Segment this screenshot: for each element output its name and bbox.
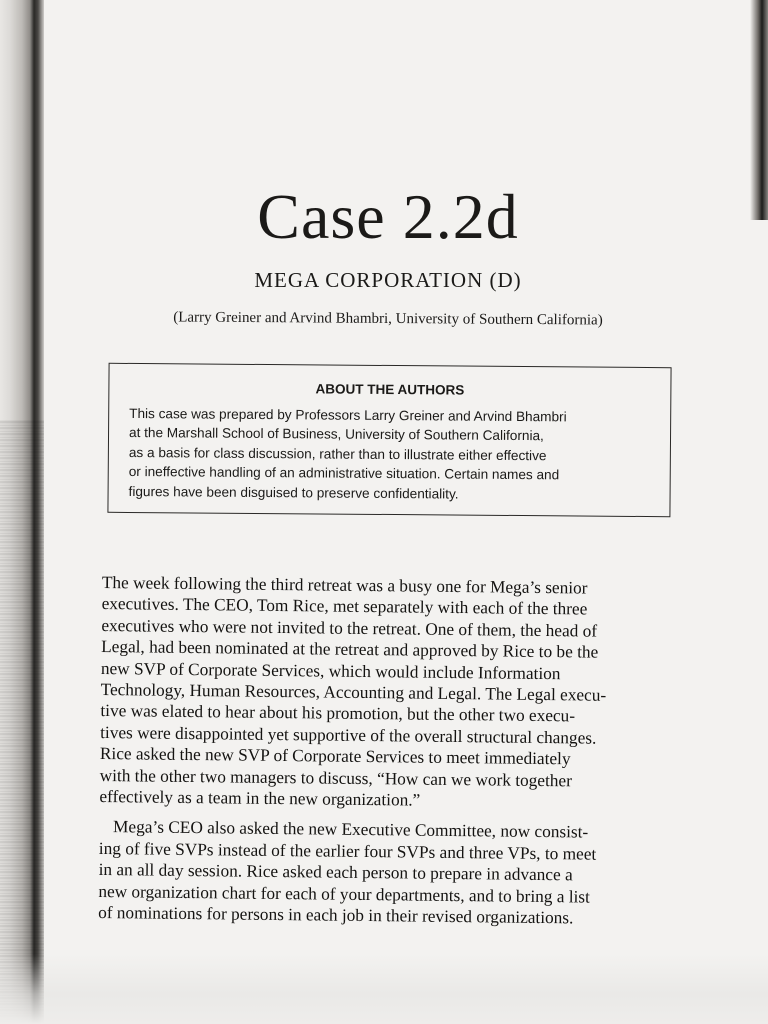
about-authors-text: [129, 404, 655, 505]
text-line: Rice asked the new SVP of Corporate Services to meet immediately: [99, 744, 571, 769]
text-line: effectively as a team in the new organization.”: [99, 787, 421, 810]
page-bottom-shadow: [0, 954, 768, 1024]
authors-line: (Larry Greiner and Arvind Bhambri, University of Southern California): [173, 309, 603, 329]
text-line: ing of five SVPs instead of the earlier four SVPs and three VPs, to meet: [98, 838, 597, 864]
text-line: of nominations for persons in each job in their revised organizations.: [98, 903, 574, 928]
text-line: Mega’s CEO also asked the new Executive Committee, now consist-: [112, 817, 589, 843]
about-line: figures have been disguised to preserve confidentiality.: [128, 483, 459, 502]
paragraph-1: [99, 572, 692, 814]
about-authors-heading: ABOUT THE AUTHORS: [315, 381, 465, 398]
case-title: Case 2.2d: [257, 181, 519, 252]
text-line: executives who were not invited to the retreat. One of them, the head of: [101, 615, 598, 641]
about-line: as a basis for class discussion, rather than to illustrate either effective: [128, 444, 547, 464]
text-line: The week following the third retreat was a busy one for Mega’s senior: [101, 572, 588, 598]
text-line: Technology, Human Resources, Accounting and Legal. The Legal execu-: [100, 680, 607, 705]
text-line: with the other two managers to discuss, “How can we work together: [99, 765, 573, 790]
text-line: tives were disappointed yet supportive of the overall structural changes.: [100, 722, 597, 748]
text-line: new organization chart for each of your departments, and to bring a list: [98, 881, 591, 907]
body-text: [98, 572, 692, 930]
binding-noise: [0, 420, 44, 1020]
about-authors-box: [107, 363, 671, 517]
about-line: This case was prepared by Professors Larry Greiner and Arvind Bhambri: [129, 405, 567, 425]
about-line: or ineffective handling of an administrative situation. Certain names and: [128, 464, 560, 483]
text-line: tive was elated to hear about his promotion, but the other two execu-: [100, 701, 576, 726]
text-line: new SVP of Corporate Services, which would include Information: [100, 658, 561, 683]
about-line: at the Marshall School of Business, University of Southern California,: [128, 425, 544, 444]
text-line: executives. The CEO, Tom Rice, met separately with each of the three: [101, 594, 588, 619]
paragraph-2: [98, 816, 689, 930]
text-line: Legal, had been nominated at the retreat and approved by Rice to be the: [101, 637, 599, 662]
case-subtitle: MEGA CORPORATION (D): [254, 268, 522, 292]
text-line: in an all day session. Rice asked each person to prepare in advance a: [98, 860, 573, 885]
